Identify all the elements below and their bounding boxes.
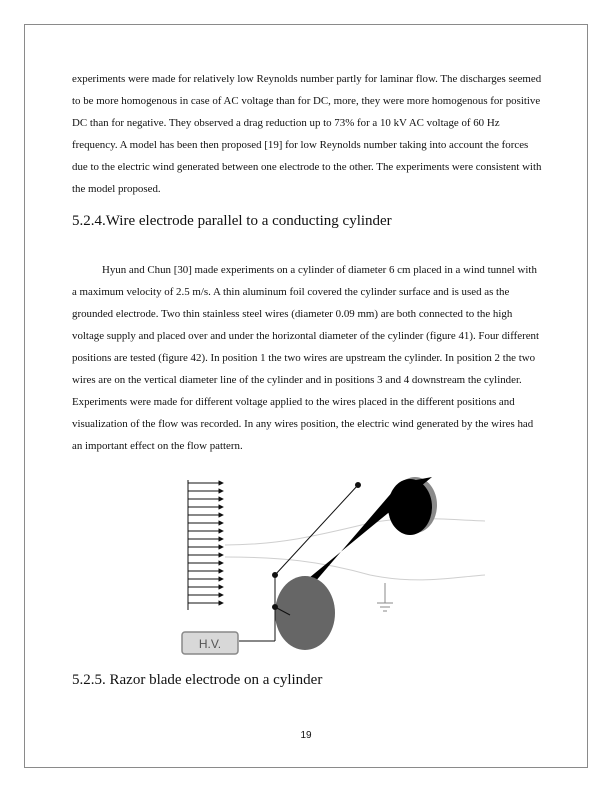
section-heading-5-2-5: 5.2.5. Razor blade electrode on a cylinder — [72, 672, 323, 688]
figure-diagram — [170, 475, 490, 660]
hv-label: H.V. — [198, 637, 222, 651]
cylinder-wire-figure — [170, 475, 490, 660]
body-paragraph-2: Hyun and Chun [30] made experiments on a cylinder of diameter 6 cm placed in a wind tunnel with a maximum velocity of 2.5 m/s. A thin aluminum foil covered the cylinder surface and is used as the grounded electrode. Two thin stainless steel wires (diameter 0.09 mm) are both connected to the high voltage supply and placed over and under the horizontal diameter of the cylinder (figure 41). Four different positions are tested (figure 42). In position 1 the two wires are upstream the cylinder. In position 2 the two wires are on the vertical diameter line of the cylinder and in positions 3 and 4 downstream the cylinder. Experiments were made for different voltage applied to the wires placed in the different positions and visualization of the flow was recorded. In any wires position, the electric wind generated by the wires had an important effect on the flow pattern. — [72, 264, 540, 452]
velocity-profile-arrows — [188, 480, 223, 610]
section-heading-5-2-4: 5.2.4.Wire electrode parallel to a conducting cylinder — [72, 213, 392, 229]
hv-box — [182, 632, 238, 654]
flow-streamlines — [225, 519, 485, 580]
cylinder-body — [275, 477, 437, 650]
page-number: 19 — [300, 730, 312, 741]
body-paragraph-1: experiments were made for relatively low Reynolds number partly for laminar flow. The discharges seemed to be more homogenous in case of AC voltage than for DC, more, they were more homogenous for positive DC than for negative. They observed a drag reduction up to 73% for a 10 kV AC voltage of 60 Hz frequency. A model has been then proposed [19] for low Reynolds number taking into account the forces due to the electric wind generated between one electrode to the other. The experiments were consistent with the model proposed. — [72, 73, 542, 195]
ground-symbol — [377, 583, 393, 611]
